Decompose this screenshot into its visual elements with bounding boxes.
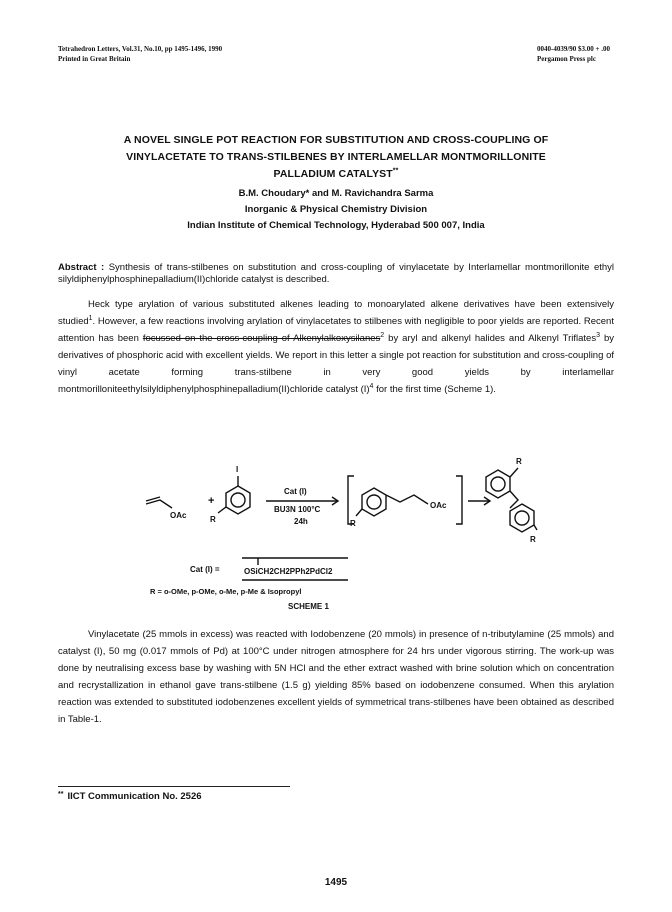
article-title [70,132,602,183]
intermediate-aromatic-circle [367,495,381,509]
stilbene-r-bond-1 [510,468,518,477]
intermediate-oac-label: OAc [430,501,447,510]
footnote-text: IICT Communication No. 2526 [67,791,202,802]
para1-sentence-5: for the first time (Scheme 1). [373,384,496,395]
footnote [58,791,202,802]
stilbene-ring-2-circle [515,511,529,525]
substituent-list: R = o-OMe, p-OMe, o-Me, p-Me & Isopropyl [150,587,302,596]
product-r-label-2: R [530,535,536,544]
abstract [58,262,614,286]
iodo-label: I [236,465,239,474]
r-label-1: R [210,515,216,524]
journal-citation: Tetrahedron Letters, Vol.31, No.10, pp 1495-1496, 1990 [58,45,223,53]
citation-ref-3: 3 [596,331,600,339]
printed-in: Printed in Great Britain [58,55,131,63]
time-label: 24h [294,517,308,526]
citation-ref-1: 1 [88,314,93,322]
iodobenzene-ring [226,486,250,514]
abstract-text: Synthesis of trans-stilbenes on substitution and cross-coupling of vinylacetate by Interlamellar montmorillonite ethyl silyldiphenylphosphinepalladium(II)chloride catalyst is described. [58,262,615,285]
citation-ref-2: 2 [380,331,385,339]
footnote-mark: ** [58,791,64,798]
catalyst-formula: OSiCH2CH2PPh2PdCl2 [244,567,333,576]
abstract-label: Abstract : [58,262,105,273]
stilbene-ring-2 [510,504,534,532]
catalyst-label: Cat (I) [284,487,307,496]
left-bracket [348,476,354,524]
plus-sign: + [208,495,215,507]
title-line-1: A NOVEL SINGLE POT REACTION FOR SUBSTITUTION AND CROSS-COUPLING OF [123,134,549,146]
footnote-rule [58,786,290,787]
stilbene-r-bond-2 [534,525,537,530]
paragraph-experimental: Vinylacetate (25 mmols in excess) was reacted with Iodobenzene (20 mmols) in presence of n-tributylamine (25 mmols) and catalyst (I), 50 mg (0.017 mmols of Pd) at 100°C under nitrogen atmosphere for 24 hrs under vigorous stirring. The work-up was done by neutralising excess base by washing with 5N HCl and the ether extract washed with brine solution which on concentration and recrystallization in ethanol gave trans-stilbene (1.5 g) yielding 85% based on iodobenzene consumed. When this arylation reaction was extended to substituted iodobenzenes excellent yields of symmetrical trans-stilbenes have been obtained as described in Table-1. [58,629,614,725]
base-temperature-label: BU3N 100°C [274,505,321,514]
intermediate-ring [362,488,386,516]
paragraph-intro [58,296,614,398]
intermediate-chain [386,495,428,504]
para1-struck-text: focussed on the cross-coupling of Alkenylalkoxysilanes [142,333,381,344]
stilbene-ring-1-circle [491,477,505,491]
author-institute: Indian Institute of Chemical Technology, Hyderabad 500 007, India [187,220,485,231]
intermediate-r-bond [356,509,362,516]
citation-ref-4: 4 [369,382,374,390]
para1-sentence-2: . However, a few reactions involving arylation of vinylacetates to stilbenes with negligible to poor yields are reported. Recent attention has been [58,316,614,344]
title-line-3 [70,166,602,183]
journal-header-left [58,44,222,64]
r-bond-1 [218,507,226,513]
stilbene-ring-1 [486,470,510,498]
publisher: Pergamon Press plc [536,55,596,63]
iodobenzene-aromatic-circle [231,493,245,507]
page-number: 1495 [324,877,348,888]
catalyst-definition-label: Cat (I) = [190,565,220,574]
author-block [70,186,602,234]
title-footnote-mark: ** [392,167,399,175]
scheme-caption: SCHEME 1 [288,602,329,611]
right-bracket [456,476,462,524]
title-line-2: VINYLACETATE TO TRANS-STILBENES BY INTERLAMELLAR MONTMORILLONITE [126,151,546,163]
stilbene-vinylene [510,491,518,508]
product-r-label-1: R [516,457,522,466]
intermediate-r-label: R [350,519,356,528]
para1-sentence-3: by aryl and alkenyl halides and Alkenyl Triflates [384,333,597,344]
vinyl-acetate-label: OAc [170,511,187,520]
title-line-3-text: PALLADIUM CATALYST [273,168,393,180]
journal-header-right [537,44,610,64]
author-names: B.M. Choudary* and M. Ravichandra Sarma [238,188,434,199]
author-division: Inorganic & Physical Chemistry Division [244,204,428,215]
para1-sentence-1: Heck type arylation of various substituted alkenes leading to monoarylated alkene derivatives have been extensively studied [58,299,614,327]
price-code: 0040-4039/90 $3.00 + .00 [536,45,610,53]
para1-sentence-4: by derivatives of phosphoric acid with excellent yields. We report in this letter a single pot reaction for substitution and cross-coupling of vinyl acetate forming trans-stilbene in very good yields by interlamellar montmorilloniteethylsilyldiphenylphosphinepalladium(II)chloride catalyst (I) [58,333,614,395]
reaction-scheme [138,438,538,613]
vinyl-acetate-bonds [146,500,172,508]
